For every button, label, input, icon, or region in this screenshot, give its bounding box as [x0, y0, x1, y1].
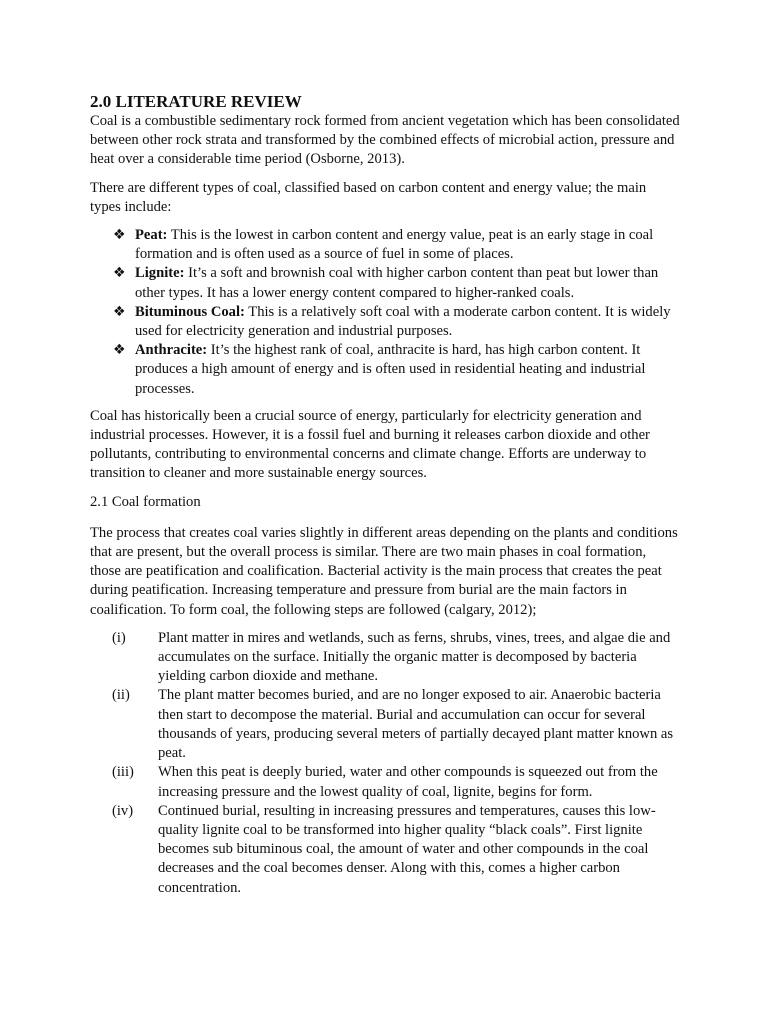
step-number: (ii)	[112, 687, 130, 704]
list-item	[90, 686, 680, 763]
coal-type-name: Peat:	[135, 227, 168, 244]
types-intro-paragraph: There are different types of coal, classified based on carbon content and energy value; the main types include:	[90, 179, 647, 215]
history-paragraph: Coal has historically been a crucial source of energy, particularly for electricity generation and industrial processes. However, it is a fossil fuel and burning it releases carbon dioxide and other pollutants, contributing to environmental concerns and climate change. Efforts are underway to transition to cleaner and more sustainable energy sources.	[90, 407, 650, 482]
coal-type-name: Anthracite:	[135, 342, 208, 359]
step-text: Continued burial, resulting in increasing pressures and temperatures, causes this low-quality lignite coal to be transformed into higher quality “black coals”. First lignite becomes sub bituminous coal, the amount of water and other compounds in the coal decreases and the coal becomes denser. Along with this, comes a higher carbon concentration.	[158, 802, 656, 896]
step-text: When this peat is deeply buried, water and other compounds is squeezed out from the increasing pressure and the lowest quality of coal, lignite, begins for form.	[158, 764, 658, 800]
step-number: (iv)	[112, 802, 134, 819]
section-heading: 2.0 LITERATURE REVIEW	[90, 92, 302, 111]
diamond-bullet-icon: ❖	[113, 303, 126, 320]
list-item	[90, 264, 680, 302]
step-number: (iii)	[112, 764, 134, 781]
coal-type-description: This is a relatively soft coal with a moderate carbon content. It is widely used for electricity generation and industrial purposes.	[135, 303, 671, 340]
list-item	[90, 226, 680, 264]
list-item	[90, 341, 680, 399]
document-page	[90, 92, 680, 898]
list-item	[90, 303, 680, 341]
list-item	[90, 763, 680, 801]
formation-steps-list	[90, 629, 680, 898]
diamond-bullet-icon: ❖	[113, 342, 126, 359]
diamond-bullet-icon: ❖	[113, 227, 126, 244]
list-item	[90, 802, 680, 898]
formation-paragraph: The process that creates coal varies slightly in different areas depending on the plants and conditions that are present, but the overall process is similar. There are two main phases in coal formation, those are peatification and coalification. Bacterial activity is the main process that creates the peat during peatification. Increasing temperature and pressure from burial are the main factors in coalification. To form coal, the following steps are followed (calgary, 2012);	[90, 524, 678, 618]
intro-paragraph: Coal is a combustible sedimentary rock formed from ancient vegetation which has been consolidated between other rock strata and transformed by the combined effects of microbial action, pressure and heat over a considerable time period (Osborne, 2013).	[90, 113, 680, 168]
coal-type-description: It’s a soft and brownish coal with higher carbon content than peat but lower than other types. It has a lower energy content compared to higher-ranked coals.	[135, 265, 659, 301]
coal-types-list	[90, 226, 680, 399]
step-text: Plant matter in mires and wetlands, such as ferns, shrubs, vines, trees, and algae die and accumulates on the surface. Initially the organic matter is decomposed by bacteria yielding carbon dioxide and methane.	[158, 629, 671, 685]
diamond-bullet-icon: ❖	[113, 265, 126, 282]
list-item	[90, 629, 680, 687]
coal-type-description: It’s the highest rank of coal, anthracite is hard, has high carbon content. It produces a high amount of energy and is often used in residential heating and industrial processes.	[135, 342, 646, 397]
coal-type-name: Bituminous Coal:	[135, 303, 245, 320]
coal-type-name: Lignite:	[135, 265, 185, 282]
step-number: (i)	[112, 629, 126, 646]
subsection-heading: 2.1 Coal formation	[90, 493, 201, 510]
coal-type-description: This is the lowest in carbon content and energy value, peat is an early stage in coal formation and is often used as a source of fuel in some of places.	[135, 227, 654, 263]
step-text: The plant matter becomes buried, and are no longer exposed to air. Anaerobic bacteria then start to decompose the material. Burial and accumulation can occur for several thousands of years, producing several meters of partially decayed plant matter known as peat.	[158, 687, 674, 762]
